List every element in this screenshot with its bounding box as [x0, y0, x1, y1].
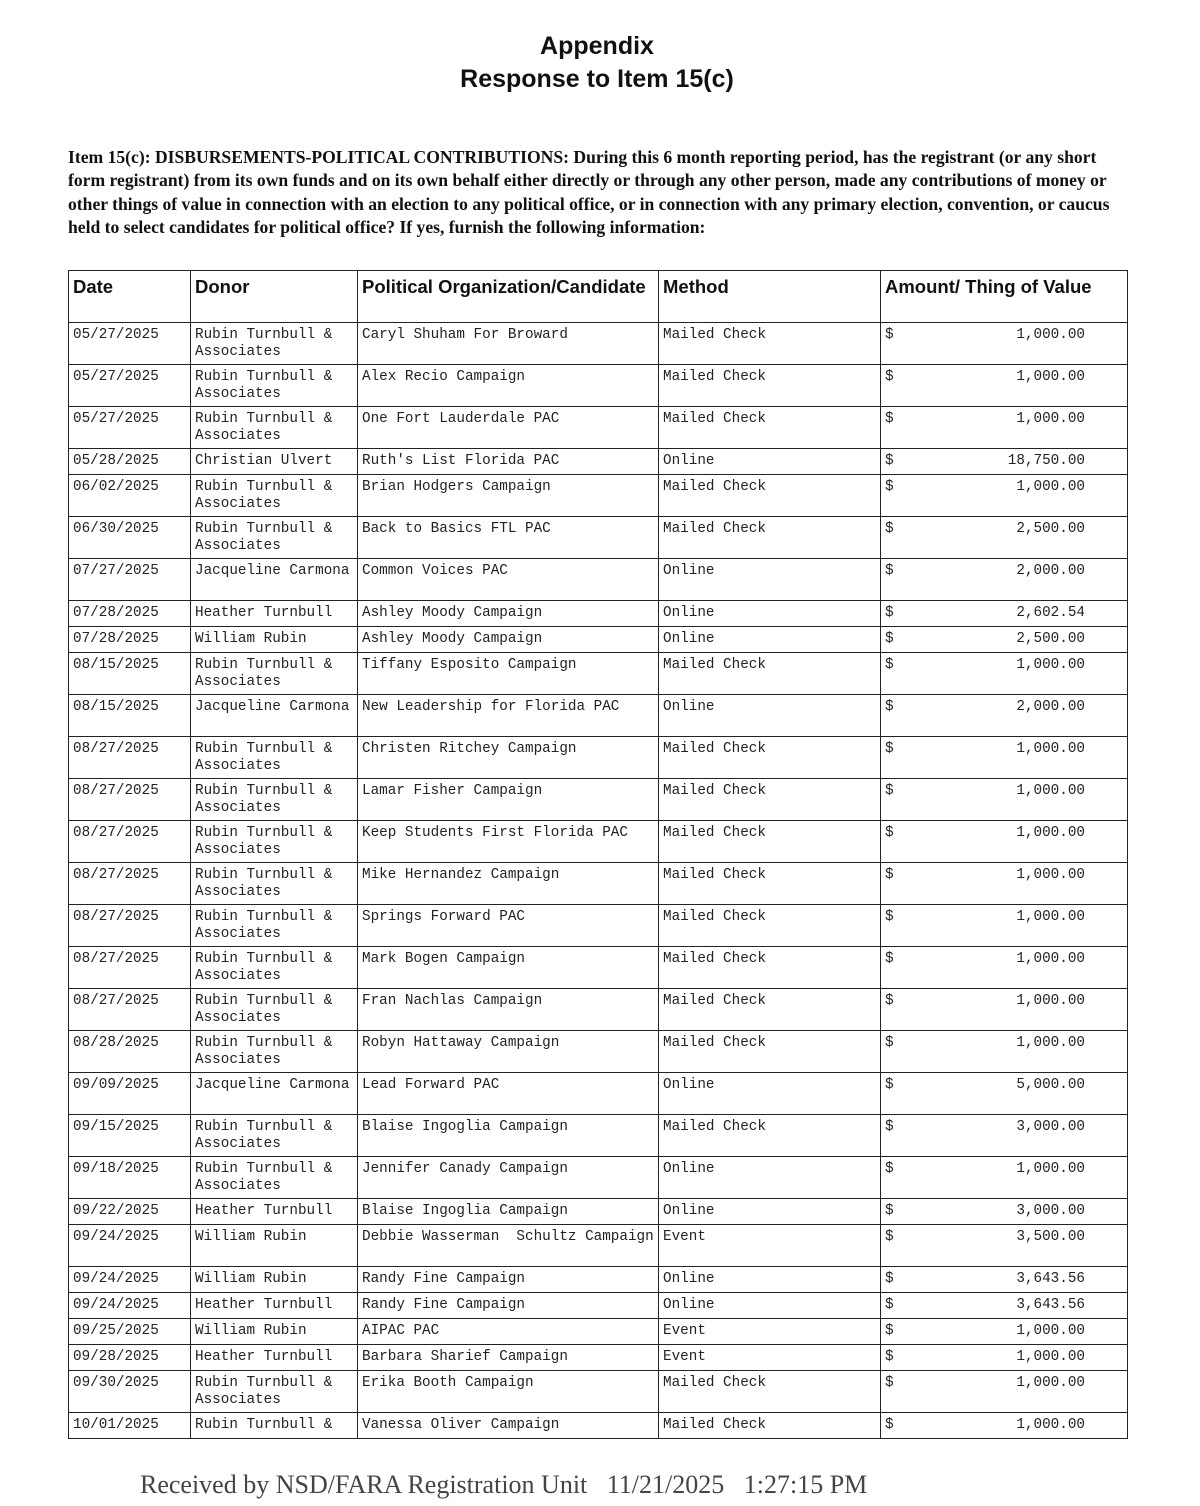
method-cell: Mailed Check — [659, 737, 881, 779]
currency-symbol: $ — [885, 411, 894, 427]
date-cell: 05/27/2025 — [69, 407, 191, 449]
date-cell: 08/15/2025 — [69, 695, 191, 737]
organization-cell: Jennifer Canady Campaign — [358, 1157, 659, 1199]
table-row — [69, 1115, 1128, 1157]
table-row — [69, 1225, 1128, 1267]
table-row — [69, 1031, 1128, 1073]
amount-value: 2,000.00 — [1016, 699, 1085, 715]
method-cell: Online — [659, 1073, 881, 1115]
donor-cell: Rubin Turnbull & Associates — [191, 1157, 358, 1199]
currency-symbol: $ — [885, 1229, 894, 1245]
method-cell: Mailed Check — [659, 323, 881, 365]
date-cell: 08/27/2025 — [69, 821, 191, 863]
date-cell: 08/28/2025 — [69, 1031, 191, 1073]
amount-value: 2,500.00 — [1016, 521, 1085, 537]
organization-cell: Debbie Wasserman Schultz Campaign — [358, 1225, 659, 1267]
table-row — [69, 1157, 1128, 1199]
amount-cell — [881, 863, 1128, 905]
column-header-organization: Political Organization/Candidate — [358, 271, 659, 323]
date-cell: 07/28/2025 — [69, 627, 191, 653]
table-row — [69, 779, 1128, 821]
amount-cell — [881, 1371, 1128, 1413]
currency-symbol: $ — [885, 1035, 894, 1051]
amount-value: 2,500.00 — [1016, 631, 1085, 647]
currency-symbol: $ — [885, 867, 894, 883]
amount-value: 1,000.00 — [1016, 783, 1085, 799]
organization-cell: Ruth's List Florida PAC — [358, 449, 659, 475]
amount-value: 3,643.56 — [1016, 1271, 1085, 1287]
amount-value: 1,000.00 — [1016, 1349, 1085, 1365]
column-header-donor: Donor — [191, 271, 358, 323]
amount-cell — [881, 695, 1128, 737]
currency-symbol: $ — [885, 993, 894, 1009]
table-row — [69, 1371, 1128, 1413]
table-row — [69, 365, 1128, 407]
donor-cell: Jacqueline Carmona — [191, 1073, 358, 1115]
date-cell: 08/27/2025 — [69, 989, 191, 1031]
date-cell: 10/01/2025 — [69, 1413, 191, 1439]
method-cell: Online — [659, 695, 881, 737]
date-cell: 09/22/2025 — [69, 1199, 191, 1225]
amount-cell — [881, 737, 1128, 779]
table-row — [69, 517, 1128, 559]
organization-cell: One Fort Lauderdale PAC — [358, 407, 659, 449]
amount-cell — [881, 1413, 1128, 1439]
donor-cell: Rubin Turnbull & — [191, 1413, 358, 1439]
page-title: Appendix — [540, 32, 654, 60]
date-cell: 07/27/2025 — [69, 559, 191, 601]
method-cell: Mailed Check — [659, 863, 881, 905]
table-row — [69, 323, 1128, 365]
currency-symbol: $ — [885, 699, 894, 715]
amount-cell — [881, 989, 1128, 1031]
donor-cell: Rubin Turnbull & Associates — [191, 407, 358, 449]
amount-cell — [881, 1031, 1128, 1073]
currency-symbol: $ — [885, 825, 894, 841]
table-row — [69, 559, 1128, 601]
amount-value: 3,000.00 — [1016, 1203, 1085, 1219]
donor-cell: William Rubin — [191, 1267, 358, 1293]
organization-cell: Christen Ritchey Campaign — [358, 737, 659, 779]
date-cell: 06/02/2025 — [69, 475, 191, 517]
received-stamp: Received by NSD/FARA Registration Unit 11/21/2025 1:27:15 PM — [140, 1470, 868, 1499]
table-row — [69, 449, 1128, 475]
date-cell: 09/24/2025 — [69, 1293, 191, 1319]
amount-cell — [881, 1293, 1128, 1319]
organization-cell: Randy Fine Campaign — [358, 1267, 659, 1293]
organization-cell: AIPAC PAC — [358, 1319, 659, 1345]
date-cell: 05/27/2025 — [69, 323, 191, 365]
currency-symbol: $ — [885, 951, 894, 967]
date-cell: 08/27/2025 — [69, 863, 191, 905]
amount-cell — [881, 323, 1128, 365]
table-row — [69, 601, 1128, 627]
donor-cell: Heather Turnbull — [191, 1293, 358, 1319]
date-cell: 09/24/2025 — [69, 1225, 191, 1267]
organization-cell: Brian Hodgers Campaign — [358, 475, 659, 517]
donor-cell: Rubin Turnbull & Associates — [191, 947, 358, 989]
table-row — [69, 1345, 1128, 1371]
method-cell: Mailed Check — [659, 989, 881, 1031]
date-cell: 09/09/2025 — [69, 1073, 191, 1115]
currency-symbol: $ — [885, 1323, 894, 1339]
organization-cell: New Leadership for Florida PAC — [358, 695, 659, 737]
amount-cell — [881, 407, 1128, 449]
item-question: Item 15(c): DISBURSEMENTS-POLITICAL CONTRIBUTIONS: During this 6 month reporting period, has the registrant (or any short form registrant) from its own funds and on its own behalf either directly or through any other person, made any contributions of money or other things of value in connection with an election to any political office, or in connection with any primary election, convention, or caucus held to select candidates for political office? If yes, furnish the following information: — [68, 147, 1110, 237]
currency-symbol: $ — [885, 783, 894, 799]
organization-cell: Mark Bogen Campaign — [358, 947, 659, 989]
donor-cell: Rubin Turnbull & Associates — [191, 1115, 358, 1157]
donor-cell: Rubin Turnbull & Associates — [191, 517, 358, 559]
amount-cell — [881, 449, 1128, 475]
table-row — [69, 947, 1128, 989]
method-cell: Mailed Check — [659, 1031, 881, 1073]
organization-cell: Vanessa Oliver Campaign — [358, 1413, 659, 1439]
organization-cell: Alex Recio Campaign — [358, 365, 659, 407]
donor-cell: Rubin Turnbull & Associates — [191, 863, 358, 905]
date-cell: 08/27/2025 — [69, 737, 191, 779]
table-row — [69, 737, 1128, 779]
organization-cell: Blaise Ingoglia Campaign — [358, 1115, 659, 1157]
amount-value: 1,000.00 — [1016, 327, 1085, 343]
method-cell: Online — [659, 1267, 881, 1293]
currency-symbol: $ — [885, 1161, 894, 1177]
donor-cell: Rubin Turnbull & Associates — [191, 821, 358, 863]
donor-cell: Christian Ulvert — [191, 449, 358, 475]
amount-value: 1,000.00 — [1016, 369, 1085, 385]
organization-cell: Common Voices PAC — [358, 559, 659, 601]
amount-value: 3,500.00 — [1016, 1229, 1085, 1245]
method-cell: Online — [659, 1199, 881, 1225]
table-row — [69, 1073, 1128, 1115]
donor-cell: William Rubin — [191, 627, 358, 653]
table-row — [69, 695, 1128, 737]
table-row — [69, 653, 1128, 695]
organization-cell: Caryl Shuham For Broward — [358, 323, 659, 365]
date-cell: 08/27/2025 — [69, 779, 191, 821]
amount-value: 3,000.00 — [1016, 1119, 1085, 1135]
amount-value: 1,000.00 — [1016, 1375, 1085, 1391]
amount-value: 1,000.00 — [1016, 909, 1085, 925]
method-cell: Mailed Check — [659, 821, 881, 863]
organization-cell: Erika Booth Campaign — [358, 1371, 659, 1413]
amount-cell — [881, 1073, 1128, 1115]
currency-symbol: $ — [885, 1297, 894, 1313]
organization-cell: Lead Forward PAC — [358, 1073, 659, 1115]
currency-symbol: $ — [885, 605, 894, 621]
method-cell: Mailed Check — [659, 517, 881, 559]
amount-value: 18,750.00 — [1007, 453, 1085, 469]
date-cell: 09/28/2025 — [69, 1345, 191, 1371]
method-cell: Mailed Check — [659, 779, 881, 821]
method-cell: Mailed Check — [659, 653, 881, 695]
donor-cell: Heather Turnbull — [191, 1199, 358, 1225]
currency-symbol: $ — [885, 1349, 894, 1365]
method-cell: Online — [659, 1157, 881, 1199]
table-row — [69, 407, 1128, 449]
method-cell: Event — [659, 1225, 881, 1267]
method-cell: Online — [659, 627, 881, 653]
date-cell: 05/27/2025 — [69, 365, 191, 407]
amount-value: 5,000.00 — [1016, 1077, 1085, 1093]
date-cell: 09/25/2025 — [69, 1319, 191, 1345]
amount-cell — [881, 1345, 1128, 1371]
column-header-date: Date — [69, 271, 191, 323]
table-row — [69, 475, 1128, 517]
donor-cell: Rubin Turnbull & Associates — [191, 1371, 358, 1413]
amount-cell — [881, 601, 1128, 627]
amount-cell — [881, 559, 1128, 601]
amount-cell — [881, 779, 1128, 821]
amount-value: 1,000.00 — [1016, 951, 1085, 967]
amount-value: 1,000.00 — [1016, 479, 1085, 495]
currency-symbol: $ — [885, 1077, 894, 1093]
table-row — [69, 821, 1128, 863]
method-cell: Online — [659, 449, 881, 475]
currency-symbol: $ — [885, 741, 894, 757]
amount-value: 1,000.00 — [1016, 411, 1085, 427]
date-cell: 09/24/2025 — [69, 1267, 191, 1293]
contributions-table — [68, 270, 1128, 1439]
date-cell: 06/30/2025 — [69, 517, 191, 559]
organization-cell: Lamar Fisher Campaign — [358, 779, 659, 821]
currency-symbol: $ — [885, 657, 894, 673]
table-row — [69, 1267, 1128, 1293]
currency-symbol: $ — [885, 327, 894, 343]
amount-cell — [881, 1115, 1128, 1157]
organization-cell: Barbara Sharief Campaign — [358, 1345, 659, 1371]
amount-value: 3,643.56 — [1016, 1297, 1085, 1313]
donor-cell: Heather Turnbull — [191, 601, 358, 627]
currency-symbol: $ — [885, 479, 894, 495]
currency-symbol: $ — [885, 563, 894, 579]
date-cell: 05/28/2025 — [69, 449, 191, 475]
table-row — [69, 989, 1128, 1031]
table-row — [69, 1413, 1128, 1439]
method-cell: Mailed Check — [659, 365, 881, 407]
donor-cell: Rubin Turnbull & Associates — [191, 653, 358, 695]
method-cell: Mailed Check — [659, 947, 881, 989]
amount-value: 1,000.00 — [1016, 1161, 1085, 1177]
amount-cell — [881, 1267, 1128, 1293]
method-cell: Mailed Check — [659, 1371, 881, 1413]
currency-symbol: $ — [885, 1203, 894, 1219]
method-cell: Online — [659, 601, 881, 627]
table-row — [69, 627, 1128, 653]
amount-cell — [881, 1199, 1128, 1225]
donor-cell: Rubin Turnbull & Associates — [191, 323, 358, 365]
donor-cell: Heather Turnbull — [191, 1345, 358, 1371]
organization-cell: Ashley Moody Campaign — [358, 627, 659, 653]
amount-cell — [881, 653, 1128, 695]
donor-cell: Jacqueline Carmona — [191, 695, 358, 737]
currency-symbol: $ — [885, 521, 894, 537]
method-cell: Mailed Check — [659, 905, 881, 947]
method-cell: Mailed Check — [659, 1413, 881, 1439]
amount-cell — [881, 1319, 1128, 1345]
amount-cell — [881, 905, 1128, 947]
method-cell: Online — [659, 559, 881, 601]
donor-cell: Rubin Turnbull & Associates — [191, 1031, 358, 1073]
amount-cell — [881, 947, 1128, 989]
column-header-amount: Amount/ Thing of Value — [881, 271, 1128, 323]
table-header-row — [69, 271, 1128, 323]
method-cell: Event — [659, 1319, 881, 1345]
amount-value: 1,000.00 — [1016, 825, 1085, 841]
organization-cell: Blaise Ingoglia Campaign — [358, 1199, 659, 1225]
method-cell: Mailed Check — [659, 407, 881, 449]
method-cell: Mailed Check — [659, 475, 881, 517]
organization-cell: Springs Forward PAC — [358, 905, 659, 947]
donor-cell: Rubin Turnbull & Associates — [191, 779, 358, 821]
amount-value: 1,000.00 — [1016, 1035, 1085, 1051]
currency-symbol: $ — [885, 631, 894, 647]
organization-cell: Randy Fine Campaign — [358, 1293, 659, 1319]
date-cell: 09/18/2025 — [69, 1157, 191, 1199]
donor-cell: Jacqueline Carmona — [191, 559, 358, 601]
donor-cell: William Rubin — [191, 1225, 358, 1267]
currency-symbol: $ — [885, 1375, 894, 1391]
date-cell: 08/27/2025 — [69, 947, 191, 989]
organization-cell: Ashley Moody Campaign — [358, 601, 659, 627]
table-row — [69, 1293, 1128, 1319]
amount-value: 1,000.00 — [1016, 993, 1085, 1009]
date-cell: 08/15/2025 — [69, 653, 191, 695]
donor-cell: Rubin Turnbull & Associates — [191, 475, 358, 517]
table-row — [69, 1319, 1128, 1345]
amount-cell — [881, 627, 1128, 653]
method-cell: Online — [659, 1293, 881, 1319]
column-header-method: Method — [659, 271, 881, 323]
table-body — [69, 323, 1128, 1439]
donor-cell: Rubin Turnbull & Associates — [191, 365, 358, 407]
donor-cell: William Rubin — [191, 1319, 358, 1345]
amount-cell — [881, 821, 1128, 863]
table-row — [69, 905, 1128, 947]
amount-value: 2,602.54 — [1016, 605, 1085, 621]
amount-cell — [881, 475, 1128, 517]
amount-value: 1,000.00 — [1016, 867, 1085, 883]
organization-cell: Tiffany Esposito Campaign — [358, 653, 659, 695]
organization-cell: Fran Nachlas Campaign — [358, 989, 659, 1031]
date-cell: 09/15/2025 — [69, 1115, 191, 1157]
organization-cell: Keep Students First Florida PAC — [358, 821, 659, 863]
organization-cell: Back to Basics FTL PAC — [358, 517, 659, 559]
currency-symbol: $ — [885, 1119, 894, 1135]
date-cell: 08/27/2025 — [69, 905, 191, 947]
method-cell: Mailed Check — [659, 1115, 881, 1157]
currency-symbol: $ — [885, 909, 894, 925]
currency-symbol: $ — [885, 1417, 894, 1433]
amount-value: 1,000.00 — [1016, 657, 1085, 673]
amount-cell — [881, 365, 1128, 407]
amount-cell — [881, 517, 1128, 559]
amount-cell — [881, 1157, 1128, 1199]
date-cell: 07/28/2025 — [69, 601, 191, 627]
organization-cell: Robyn Hattaway Campaign — [358, 1031, 659, 1073]
currency-symbol: $ — [885, 1271, 894, 1287]
amount-value: 2,000.00 — [1016, 563, 1085, 579]
amount-value: 1,000.00 — [1016, 1417, 1085, 1433]
amount-value: 1,000.00 — [1016, 741, 1085, 757]
amount-value: 1,000.00 — [1016, 1323, 1085, 1339]
donor-cell: Rubin Turnbull & Associates — [191, 989, 358, 1031]
table-row — [69, 863, 1128, 905]
currency-symbol: $ — [885, 453, 894, 469]
amount-cell — [881, 1225, 1128, 1267]
date-cell: 09/30/2025 — [69, 1371, 191, 1413]
organization-cell: Mike Hernandez Campaign — [358, 863, 659, 905]
table-row — [69, 1199, 1128, 1225]
page-subtitle: Response to Item 15(c) — [460, 65, 734, 93]
donor-cell: Rubin Turnbull & Associates — [191, 737, 358, 779]
method-cell: Event — [659, 1345, 881, 1371]
currency-symbol: $ — [885, 369, 894, 385]
donor-cell: Rubin Turnbull & Associates — [191, 905, 358, 947]
